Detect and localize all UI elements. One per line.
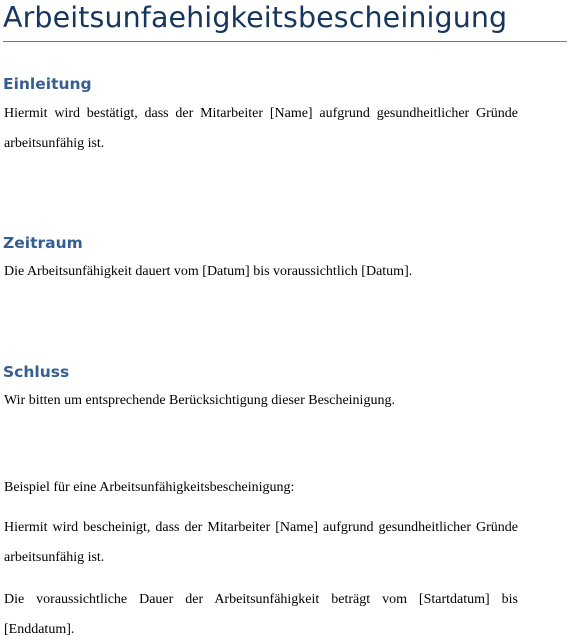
example-paragraph-2: Die voraussichtliche Dauer der Arbeitsunfähigkeit beträgt vom [Startdatum] bis [Enddatum]. [4, 592, 518, 637]
heading-zeitraum: Zeitraum [3, 234, 83, 252]
example-paragraph-1: Hiermit wird bescheinigt, dass der Mitarbeiter [Name] aufgrund gesundheitlicher Gründe arbeitsunfähig ist. [4, 520, 518, 565]
example-intro: Beispiel für eine Arbeitsunfähigkeitsbescheinigung: [4, 480, 295, 495]
heading-einleitung: Einleitung [3, 75, 92, 93]
paragraph-schluss: Wir bitten um entsprechende Berücksichtigung dieser Bescheinigung. [4, 393, 395, 408]
paragraph-zeitraum: Die Arbeitsunfähigkeit dauert vom [Datum] bis voraussichtlich [Datum]. [4, 264, 413, 279]
heading-schluss: Schluss [3, 363, 70, 381]
document-title: Arbeitsunfaehigkeitsbescheinigung [3, 1, 508, 34]
title-underline [3, 41, 567, 42]
paragraph-einleitung: Hiermit wird bestätigt, dass der Mitarbeiter [Name] aufgrund gesundheitlicher Gründe arbeitsunfähig ist. [4, 106, 518, 151]
